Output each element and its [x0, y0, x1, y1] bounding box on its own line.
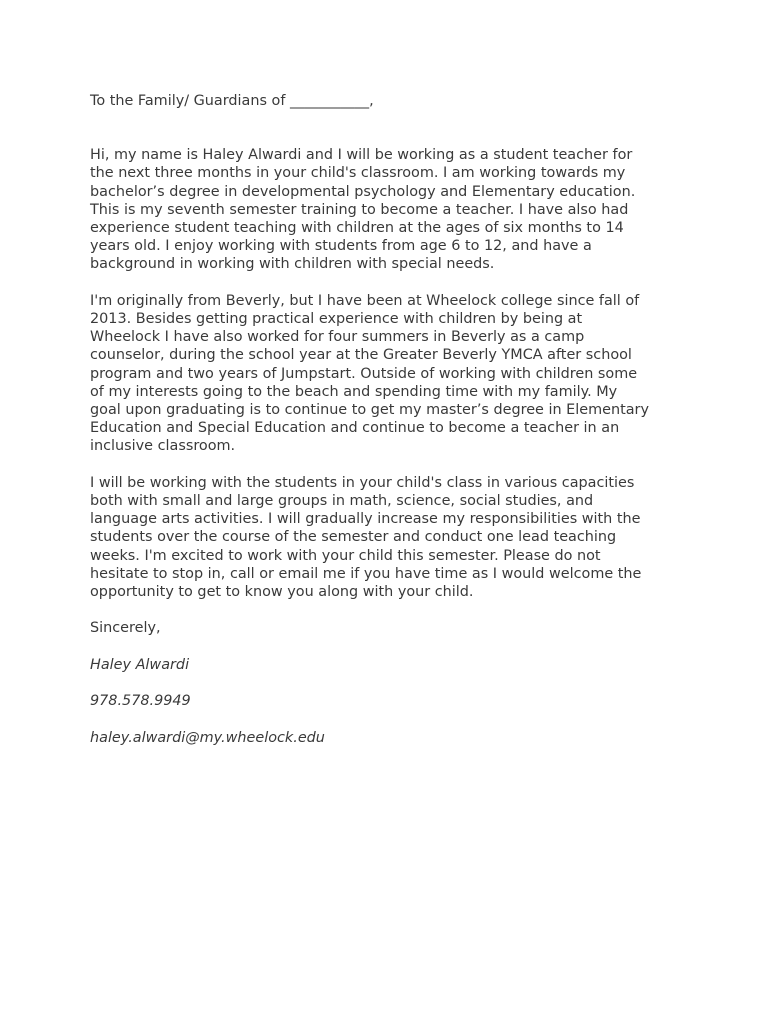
signature-name: Haley Alwardi: [90, 656, 190, 673]
phone-number: 978.578.9949: [90, 693, 191, 710]
paragraph-line: opportunity to get to know you along with your child.: [90, 584, 474, 601]
paragraph-line: experience student teaching with children at the ages of six months to 14: [90, 220, 624, 237]
email-address: haley.alwardi@my.wheelock.edu: [90, 729, 325, 746]
paragraph-line: the next three months in your child's classroom. I am working towards my: [90, 165, 626, 182]
paragraph-line: program and two years of Jumpstart. Outside of working with children some: [90, 365, 638, 382]
paragraph-line: Wheelock I have also worked for four summers in Beverly as a camp: [90, 329, 585, 346]
paragraph-line: students over the course of the semester and conduct one lead teaching: [90, 529, 617, 546]
paragraph-line: I'm originally from Beverly, but I have been at Wheelock college since fall of: [90, 292, 640, 309]
paragraph-line: counselor, during the school year at the Greater Beverly YMCA after school: [90, 347, 632, 364]
paragraph-line: language arts activities. I will gradually increase my responsibilities with the: [90, 511, 641, 528]
paragraph-line: of my interests going to the beach and spending time with my family. My: [90, 383, 618, 400]
paragraph-line: inclusive classroom.: [90, 438, 236, 455]
paragraph-line: I will be working with the students in your child's class in various capacities: [90, 474, 635, 491]
paragraph-line: This is my seventh semester training to become a teacher. I have also had: [90, 201, 629, 218]
paragraph-responsibilities: [90, 474, 690, 601]
letter-body: [90, 92, 690, 765]
paragraph-line: background in working with children with special needs.: [90, 256, 495, 273]
paragraph-background: [90, 292, 690, 456]
paragraph-line: Education and Special Education and continue to become a teacher in an: [90, 420, 620, 437]
salutation: To the Family/ Guardians of ___________,: [90, 93, 374, 109]
paragraph-line: 2013. Besides getting practical experience with children by being at: [90, 311, 583, 328]
paragraph-introduction: [90, 146, 690, 273]
paragraph-line: goal upon graduating is to continue to get my master’s degree in Elementary: [90, 402, 649, 419]
paragraph-line: weeks. I'm excited to work with your child this semester. Please do not: [90, 547, 601, 564]
paragraph-line: bachelor’s degree in developmental psychology and Elementary education.: [90, 183, 636, 200]
paragraph-line: Hi, my name is Haley Alwardi and I will be working as a student teacher for: [90, 147, 633, 164]
paragraph-line: hesitate to stop in, call or email me if you have time as I would welcome the: [90, 565, 642, 582]
paragraph-line: both with small and large groups in math, science, social studies, and: [90, 493, 594, 510]
closing: Sincerely,: [90, 620, 161, 637]
paragraph-line: years old. I enjoy working with students from age 6 to 12, and have a: [90, 238, 592, 255]
